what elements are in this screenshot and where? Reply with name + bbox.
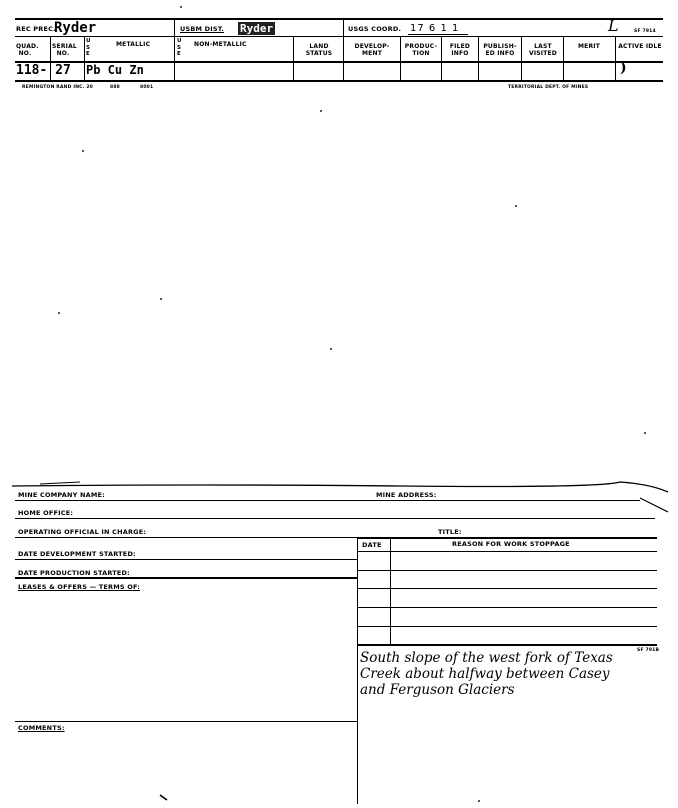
date-development-label: DATE DEVELOPMENT STARTED: (18, 550, 136, 558)
rec-prec-value: Ryder (54, 20, 97, 36)
scan-speck (160, 298, 162, 300)
rec-prec-label: REC PREC. (16, 25, 56, 33)
corner-mark: L (608, 16, 619, 35)
col-metallic: METALLIC (116, 41, 151, 48)
handwritten-note-line-1: South slope of the west fork of Texas (360, 650, 613, 666)
col-use-metallic: U S E (86, 38, 91, 57)
col-merit: MERIT (577, 43, 600, 50)
col-filed-info: FILED INFO (449, 43, 471, 57)
col-active-idle: ACTIVE IDLE (618, 43, 662, 50)
col-development: DEVELOP- MENT (354, 43, 390, 57)
rule-reason-5 (357, 644, 657, 646)
scan-mark (158, 793, 178, 803)
divider-merit (563, 37, 564, 80)
record-active-idle-mark: ) (620, 60, 627, 76)
scan-speck (478, 800, 480, 802)
printer-code-2: 8001 (140, 85, 154, 90)
divider-metallic (84, 37, 85, 80)
rule-reason-1 (357, 570, 657, 571)
record-quad-serial: 118- 27 (16, 63, 71, 78)
usgs-coord-value: 17 6 1 1 (410, 23, 460, 34)
rule-official-left (15, 537, 360, 538)
handwritten-note-line-3: and Ferguson Glaciers (360, 682, 515, 698)
col-last-visited: LAST VISITED (528, 43, 557, 57)
scan-speck (320, 110, 322, 112)
comments-label: COMMENTS: (18, 724, 65, 732)
rule-reason-2 (357, 588, 657, 589)
home-office-label: HOME OFFICE: (18, 509, 74, 517)
col-non-metallic: NON-METALLIC (194, 41, 247, 48)
scan-speck (644, 432, 646, 434)
mine-address-label: MINE ADDRESS: (376, 491, 437, 499)
scan-speck (180, 6, 182, 8)
scan-speck (58, 312, 60, 314)
rule-reason-3 (357, 607, 657, 608)
rule-date-development (15, 559, 357, 560)
leases-label: LEASES & OFFERS — TERMS OF: (18, 583, 141, 591)
scan-speck (515, 205, 517, 207)
date-production-label: DATE PRODUCTION STARTED: (18, 569, 130, 577)
col-serial-no: SERIAL NO. (52, 43, 77, 57)
col-published-info: PUBLISH- ED INFO (483, 43, 517, 57)
divider-land (293, 37, 294, 80)
usgs-coord-label: USGS COORD. (348, 25, 402, 33)
col-quad-no: QUAD. NO. (16, 43, 39, 57)
handwritten-note-line-2: Creek about halfway between Casey (360, 666, 610, 682)
rule-comments (15, 721, 357, 722)
date-header: DATE (362, 541, 382, 549)
mine-company-name-label: MINE COMPANY NAME: (18, 491, 105, 499)
operating-official-label: OPERATING OFFICIAL IN CHARGE: (18, 528, 147, 536)
record-metallic: Pb Cu Zn (86, 63, 144, 77)
rule-home-office (15, 518, 655, 519)
col-use-nonmetallic: U S E (177, 38, 182, 57)
divider-active (615, 37, 616, 80)
divider-usgs (343, 19, 344, 80)
divider-usbm (174, 19, 175, 80)
department-name: TERRITORIAL DEPT. OF MINES (508, 85, 589, 90)
header-rule-bottom (15, 80, 663, 82)
rule-date-production (15, 577, 357, 579)
divider-filed (441, 37, 442, 80)
header-rule-top (15, 18, 663, 20)
usgs-underline (408, 34, 468, 35)
rule-reason-header (357, 551, 657, 552)
rule-official-right (357, 537, 657, 539)
reason-header: REASON FOR WORK STOPPAGE (452, 540, 570, 548)
col-production: PRODUC- TION (404, 43, 438, 57)
rule-reason-4 (357, 626, 657, 627)
scan-speck (82, 150, 84, 152)
usbm-dist-value: Ryder (240, 22, 274, 35)
usbm-dist-label: USBM DIST. (180, 25, 225, 33)
scan-speck (330, 348, 332, 350)
form-number-top: SF 7914 (634, 29, 656, 34)
divider-last-visited (521, 37, 522, 80)
divider-right-table (357, 538, 358, 804)
printer-code-1: 888 (110, 85, 120, 90)
title-label: TITLE: (438, 528, 462, 536)
printer-credit: REMINGTON RAND INC. 20 (22, 85, 93, 90)
form-number-bottom: SF 791B (637, 648, 660, 653)
divider-date-col (390, 538, 391, 645)
divider-published (478, 37, 479, 80)
header-rule-mid (15, 36, 663, 37)
col-land-status: LAND STATUS (305, 43, 333, 57)
rule-company (15, 500, 640, 501)
